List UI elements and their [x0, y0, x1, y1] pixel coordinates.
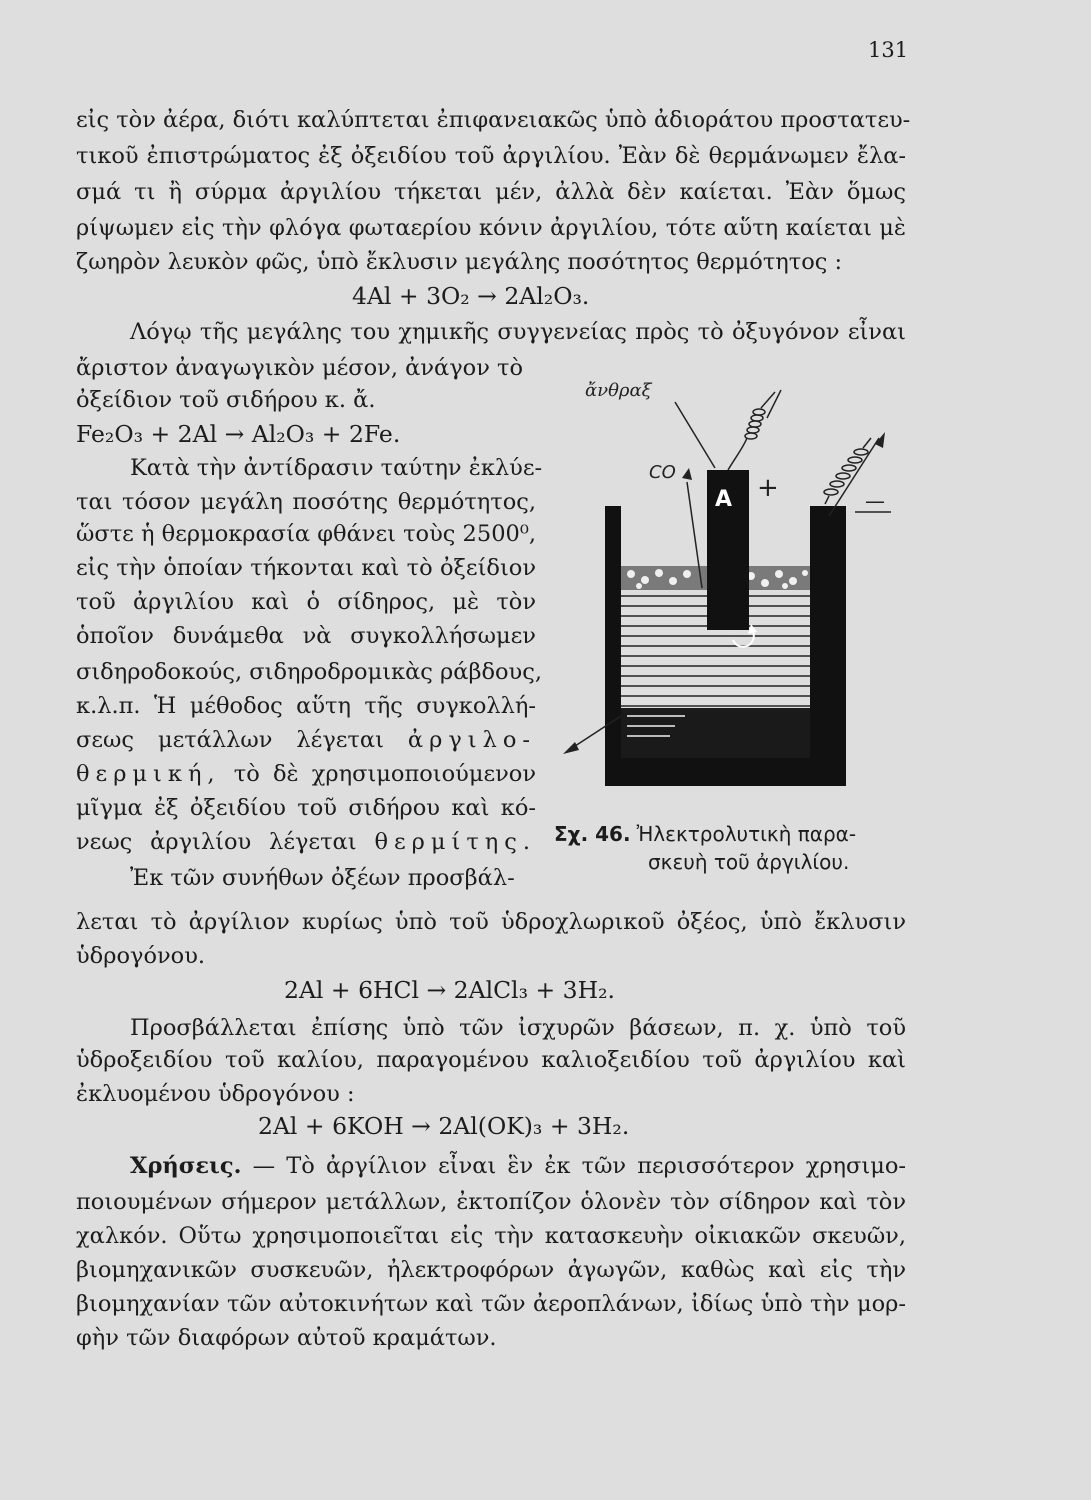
- text-line: [76, 724, 536, 756]
- caption-number: Σχ. 46.: [554, 822, 631, 846]
- text-line: ὑδρογόνου.: [76, 943, 206, 969]
- text-line: ὥστε ἡ θερμοκρασία φθάνει τοὺς 2500⁰,: [76, 521, 536, 547]
- term-thermite: θερμίτης.: [374, 829, 536, 855]
- anode-label: A: [715, 487, 733, 512]
- text-line: [130, 1150, 906, 1182]
- text-span: σεως μετάλλων λέγεται: [76, 727, 384, 753]
- text-line: εἰς τὸν ἀέρα, διότι καλύπτεται ἐπιφανειακῶς ὑπὸ ἀδιοράτου προστατευ-: [76, 107, 911, 133]
- co-label: CO: [649, 462, 676, 483]
- text-line: ἄριστον ἀναγωγικὸν μέσον, ἀνάγον τὸ: [76, 355, 524, 381]
- electrolysis-figure: [555, 378, 915, 818]
- carbon-label: ἄνθραξ: [585, 380, 652, 401]
- text-line: μῖγμα ἐξ ὀξειδίου τοῦ σιδήρου καὶ κό-: [76, 795, 536, 821]
- text-line: σιδηροδοκούς, σιδηροδρομικὰς ράβδους,: [76, 659, 542, 685]
- text-line: [76, 826, 536, 858]
- text-line: βιομηχανικῶν συσκευῶν, ἠλεκτροφόρων ἀγωγῶν, καθὼς καὶ εἰς τὴν: [76, 1257, 906, 1283]
- section-heading-uses: Χρήσεις.: [130, 1153, 242, 1179]
- text-line: λεται τὸ ἀργίλιον κυρίως ὑπὸ τοῦ ὑδροχλωρικοῦ ὀξέος, ὑπὸ ἔκλυσιν: [76, 909, 906, 935]
- text-line: σμά τι ἢ σύρμα ἀργιλίου τήκεται μέν, ἀλλὰ δὲν καίεται. Ἐὰν ὅμως: [76, 179, 906, 205]
- caption-line: σκευὴ τοῦ ἀργιλίου.: [648, 850, 850, 874]
- text-line: [76, 758, 536, 790]
- equation-aluminium-combustion: 4Al + 3O₂ → 2Al₂O₃.: [352, 282, 590, 310]
- text-line: βιομηχανίαν τῶν αὐτοκινήτων καὶ τῶν ἀεροπλάνων, ἰδίως ὑπὸ τὴν μορ-: [76, 1291, 906, 1317]
- equation-koh: 2Al + 6KOH → 2Al(OK)₃ + 3H₂.: [258, 1112, 630, 1140]
- text-span: — Τὸ ἀργίλιον εἶναι ἓν ἐκ τῶν περισσότερον χρησιμο-: [252, 1153, 906, 1179]
- text-line: τοῦ ἀργιλίου καὶ ὁ σίδηρος, μὲ τὸν: [76, 589, 536, 615]
- page-number: 131: [868, 38, 909, 62]
- text-line: εἰς τὴν ὁποίαν τήκονται καὶ τὸ ὀξείδιον: [76, 555, 536, 581]
- equation-thermite: Fe₂O₃ + 2Al → Al₂O₃ + 2Fe.: [76, 420, 401, 448]
- caption-line: Ἠλεκτρολυτικὴ παρα-: [636, 822, 857, 846]
- text-line: ἐκλυομένου ὑδρογόνου :: [76, 1081, 355, 1107]
- text-line: ὀξείδιον τοῦ σιδήρου κ. ἄ.: [76, 387, 376, 413]
- text-line: φὴν τῶν διαφόρων αὐτοῦ κραμάτων.: [76, 1325, 497, 1351]
- plus-terminal-label: +: [757, 473, 779, 503]
- text-line: χαλκόν. Οὕτω χρησιμοποιεῖται εἰς τὴν κατασκευὴν οἰκιακῶν σκευῶν,: [76, 1223, 906, 1249]
- text-line: ται τόσον μεγάλη ποσότης θερμότητος,: [76, 489, 536, 515]
- minus-terminal-label: —: [865, 489, 885, 513]
- text-line: ὑδροξειδίου τοῦ καλίου, παραγομένου καλιοξειδίου τοῦ ἀργιλίου καὶ: [76, 1047, 906, 1073]
- text-span: τὸ δὲ χρησιμοποιούμενον: [233, 761, 536, 787]
- text-line: Λόγῳ τῆς μεγάλης του χημικῆς συγγενείας πρὸς τὸ ὀξυγόνον εἶναι: [130, 319, 906, 345]
- text-line: ποιουμένων σήμερον μετάλλων, ἐκτοπίζον ὁλονὲν τὸν σίδηρον καὶ τὸν: [76, 1189, 906, 1215]
- electrolysis-cell-drawing: [555, 378, 915, 818]
- text-line: Κατὰ τὴν ἀντίδρασιν ταύτην ἐκλύε-: [130, 455, 543, 481]
- text-line: κ.λ.π. Ἡ μέθοδος αὕτη τῆς συγκολλή-: [76, 693, 536, 719]
- text-line: Ἐκ τῶν συνήθων ὀξέων προσβάλ-: [130, 865, 515, 891]
- text-line: ρίψωμεν εἰς τὴν φλόγα φωταερίου κόνιν ἀργιλίου, τότε αὕτη καίεται μὲ: [76, 215, 906, 241]
- equation-hcl: 2Al + 6HCl → 2AlCl₃ + 3H₂.: [284, 976, 615, 1004]
- text-line: ὁποῖον δυνάμεθα νὰ συγκολλήσωμεν: [76, 623, 536, 649]
- figure-caption: [554, 820, 856, 876]
- term-aluminothermic-end: θερμική,: [76, 761, 221, 787]
- text-line: ζωηρὸν λευκὸν φῶς, ὑπὸ ἔκλυσιν μεγάλης ποσότητος θερμότητος :: [76, 249, 843, 275]
- text-line: Προσβάλλεται ἐπίσης ὑπὸ τῶν ἰσχυρῶν βάσεων, π. χ. ὑπὸ τοῦ: [130, 1015, 906, 1041]
- text-line: τικοῦ ἐπιστρώματος ἐξ ὀξειδίου τοῦ ἀργιλίου. Ἐὰν δὲ θερμάνωμεν ἔλα-: [76, 143, 906, 169]
- term-aluminothermic: ἀργιλο-: [407, 727, 537, 753]
- text-span: νεως ἀργιλίου λέγεται: [76, 829, 357, 855]
